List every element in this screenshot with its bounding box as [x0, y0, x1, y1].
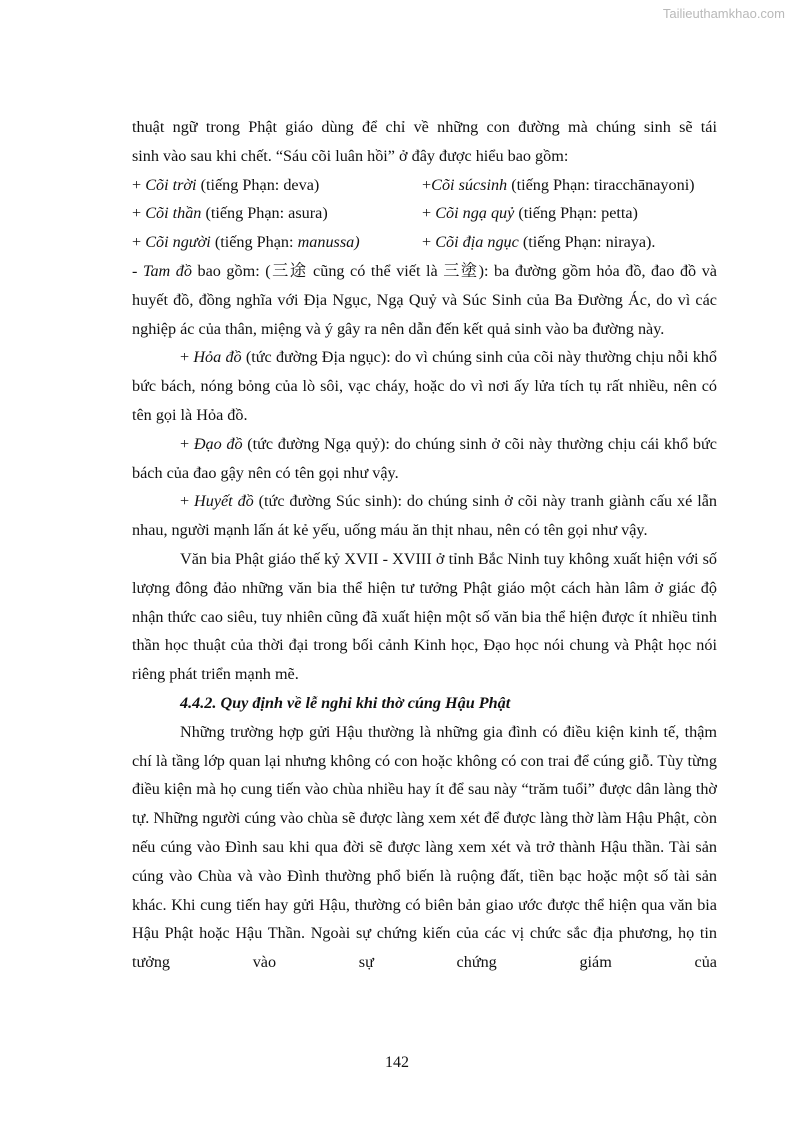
hau-paragraph: Những trường hợp gửi Hậu thường là những gia đình có điều kiện kinh tế, thậm chí là tầng lớp quan lại nhưng không có con hoặc không có con trai để cúng giỗ. Tùy từng điều kiện mà họ cung tiến vào chùa nhiều hay ít để sau này “trăm tuổi” được dân làng thờ tự. Những người cúng vào chùa sẽ được làng xem xét để được làng thờ làm Hậu Phật, còn nếu cúng vào Đình sau khi qua đời sẽ được làng xem xét và trở thành Hậu thần. Tài sản cúng vào Chùa và vào Đình thường phổ biến là ruộng đất, tiền bạc hoặc một số tài sản khác. Khi cung tiến hay gửi Hậu, thường có biên bản giao ước được thể hiện qua văn bia Hậu Phật hoặc Hậu Thần. Ngoài sự chứng kiến của các vị chức sắc địa phương, họ tin tưởng vào sự chứng giám của [132, 722, 717, 972]
realm-item: + Cõi người (tiếng Phạn: manussa) [132, 233, 360, 252]
intro-line-2: sinh vào sau khi chết. “Sáu cõi luân hồi” ở đây được hiểu bao gồm: [132, 146, 569, 165]
realm-item: + Cõi trời (tiếng Phạn: deva) [132, 175, 320, 194]
tam-do-paragraph: - Tam đồ bao gồm: (三途 cũng có thể viết là 三塗): ba đường gồm hỏa đồ, đao đồ và huyết đồ, đồng nghĩa với Địa Ngục, Ngạ Quỷ và Súc Sinh của Ba Đường Ác, do vì các nghiệp ác của thân, miệng và ý gây ra nên dẫn đến kết quả sinh vào ba đường này. [132, 261, 717, 338]
realm-item: + Cõi thần (tiếng Phạn: asura) [132, 204, 328, 223]
huyet-do-paragraph: + Huyết đồ (tức đường Súc sinh): do chúng sinh ở cõi này tranh giành cấu xé lẫn nhau, người mạnh lấn át kẻ yếu, uống máu ăn thịt nhau, nên có tên gọi như vậy. [132, 492, 717, 540]
section-heading: 4.4.2. Quy định về lễ nghi khi thờ cúng Hậu Phật [180, 693, 511, 712]
realm-row-2 [132, 199, 717, 228]
realm-item: + Cõi ngạ quỷ (tiếng Phạn: petta) [422, 204, 638, 223]
realm-row-3 [132, 228, 717, 257]
dao-do-paragraph: + Đạo đồ (tức đường Ngạ quỷ): do chúng sinh ở cõi này thường chịu cái khổ bức bách của đao gậy nên có tên gọi như vậy. [132, 434, 717, 482]
page-number: 142 [385, 1054, 409, 1071]
realm-item: +Cõi súcsinh (tiếng Phạn: tiracchānayoni) [422, 175, 695, 194]
stele-paragraph: Văn bia Phật giáo thế kỷ XVII - XVIII ở tỉnh Bắc Ninh tuy không xuất hiện với số lượng đông đảo những văn bia thể hiện tư tưởng Phật giáo một cách hàn lâm ở giác độ nhận thức cao siêu, tuy nhiên cũng đã xuất hiện một số văn bia thể hiện được ít nhiều tinh thần học thuật của thời đại trong bối cảnh Kinh học, Đạo học nói chung và Phật học nói riêng phát triển mạnh mẽ. [132, 549, 717, 684]
page-body [132, 113, 717, 977]
watermark: Tailieuthamkhao.com [662, 6, 785, 21]
intro-line-1: thuật ngữ trong Phật giáo dùng để chỉ về những con đường mà chúng sinh sẽ tái [132, 118, 717, 136]
hoa-do-paragraph: + Hỏa đồ (tức đường Địa ngục): do vì chúng sinh của cõi này thường chịu nỗi khổ bức bách, nóng bỏng của lò sôi, vạc cháy, hoặc do vì nơi ấy lửa tích tụ rất nhiều, nên có tên gọi là Hỏa đồ. [132, 348, 717, 424]
realm-row-1 [132, 171, 717, 200]
realm-item: + Cõi địa ngục (tiếng Phạn: niraya). [422, 233, 656, 252]
